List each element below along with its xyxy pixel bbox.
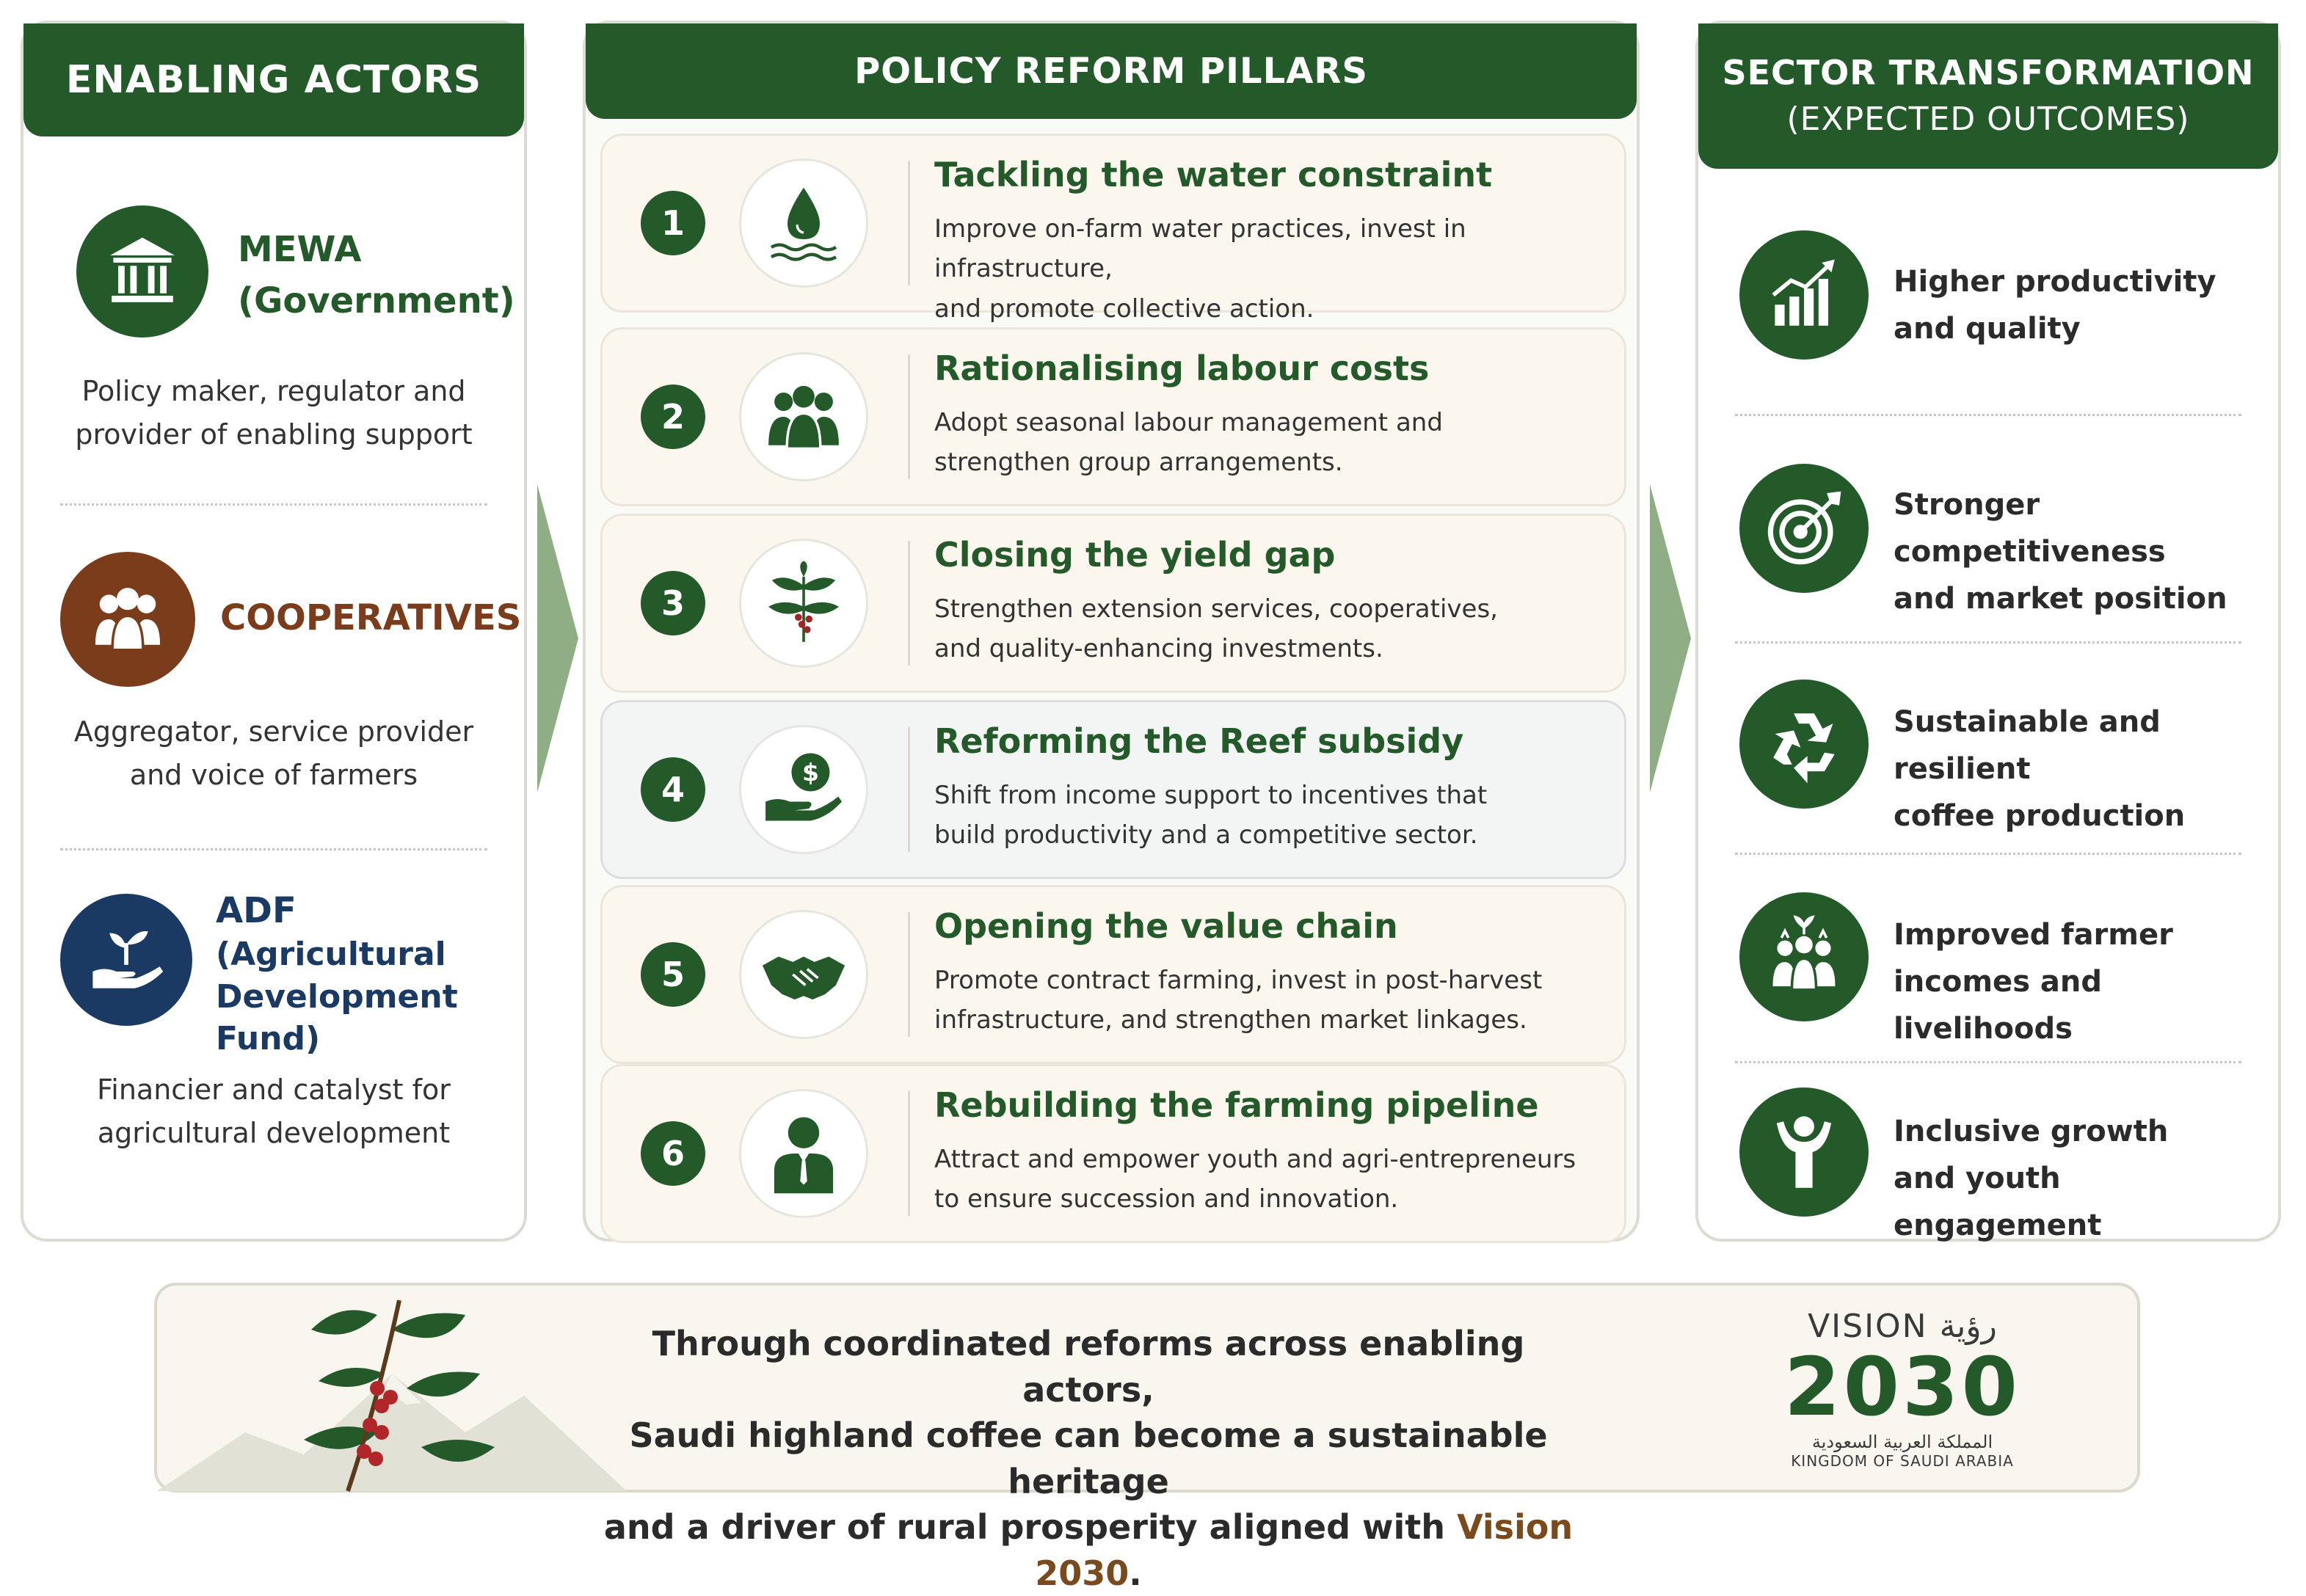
pillar-desc-line: Improve on-farm water practices, invest in infrastructure, — [934, 214, 1466, 284]
outcome-text — [1894, 481, 2278, 622]
outcome-line: Higher productivity — [1894, 265, 2216, 299]
pillar-desc — [934, 1140, 1595, 1220]
outcome-line: and quality — [1894, 312, 2081, 346]
pillar-separator — [908, 727, 910, 852]
actor-name-line: (Government) — [238, 280, 515, 321]
pillar-desc-line: Strengthen extension services, cooperatives, — [934, 594, 1498, 624]
enabling-actors-panel — [21, 21, 527, 1242]
vision-word-en: VISION — [1808, 1308, 1928, 1345]
pillar-desc-line: Attract and empower youth and agri-entrepreneurs — [934, 1145, 1576, 1174]
banner-line: Through coordinated reforms across enabling actors, — [652, 1324, 1525, 1410]
actor-divider — [60, 848, 487, 850]
pillar-desc-line: build productivity and a competitive sector. — [934, 820, 1478, 850]
actor-name-cooperatives: COOPERATIVES — [220, 597, 522, 638]
banner-text — [597, 1321, 1579, 1596]
sector-transformation-header — [1698, 23, 2278, 169]
pillar-3 — [600, 514, 1626, 693]
kingdom-name-ar: المملكة العربية السعودية — [1811, 1431, 1993, 1452]
pillar-number: 4 — [641, 757, 705, 822]
flow-arrow-left — [531, 477, 583, 800]
hand-dollar-icon — [739, 725, 868, 854]
svg-text:$: $ — [801, 758, 819, 787]
outcome-divider — [1735, 853, 2241, 855]
pillar-title: Opening the value chain — [934, 906, 1398, 946]
vision-year: 2030 — [1783, 1340, 2021, 1434]
pillar-1 — [600, 134, 1626, 324]
actor-desc-line: agricultural development — [97, 1116, 451, 1149]
actor-name-line: Development Fund) — [216, 977, 458, 1057]
pillar-title: Closing the yield gap — [934, 535, 1336, 575]
pillar-number: 2 — [641, 385, 705, 449]
actor-name-line: ADF — [216, 890, 297, 931]
pillar-desc-line: and quality-enhancing investments. — [934, 634, 1383, 664]
outcome-text — [1894, 1108, 2278, 1249]
government-building-icon — [76, 205, 208, 338]
actor-desc-mewa — [46, 370, 502, 456]
outcome-text — [1894, 258, 2216, 352]
actor-adf — [23, 882, 524, 1234]
pillar-desc-line: strengthen group arrangements. — [934, 448, 1343, 478]
pillar-title: Reforming the Reef subsidy — [934, 721, 1464, 761]
pillar-separator — [908, 1091, 910, 1216]
businessperson-icon — [739, 1089, 868, 1218]
sector-header-subline: (EXPECTED OUTCOMES) — [1786, 101, 2190, 139]
pillar-separator — [908, 161, 910, 285]
vision-2030-highlight: Vision 2030 — [1035, 1507, 1574, 1593]
enabling-actors-header: ENABLING ACTORS — [23, 23, 524, 136]
pillar-desc — [934, 403, 1595, 483]
coffee-plant-icon — [739, 539, 868, 668]
pillar-number: 3 — [641, 571, 705, 635]
outcome-line: and market position — [1894, 582, 2227, 616]
outcome-text — [1894, 911, 2278, 1052]
policy-pillars-panel — [583, 21, 1640, 1242]
sector-transformation-panel — [1695, 21, 2281, 1242]
pillar-separator — [908, 912, 910, 1037]
outcome-line: incomes and livelihoods — [1894, 965, 2103, 1046]
actor-desc-line: provider of enabling support — [75, 418, 473, 451]
actor-mewa — [23, 185, 524, 515]
vision-2030-logo — [1778, 1308, 2027, 1476]
banner-line-prefix: and a driver of rural prosperity aligned with — [603, 1507, 1458, 1548]
pillar-6 — [600, 1064, 1626, 1243]
pillar-desc — [934, 209, 1595, 329]
group-icon — [60, 552, 195, 687]
vision-word-ar: رؤية — [1939, 1308, 1997, 1345]
pillar-title: Rebuilding the farming pipeline — [934, 1085, 1539, 1125]
people-group-icon — [739, 352, 868, 481]
actor-desc-adf — [46, 1068, 502, 1155]
outcome-line: coffee production — [1894, 799, 2186, 833]
pillar-desc-line: to ensure succession and innovation. — [934, 1184, 1399, 1214]
banner-line: Saudi highland coffee can become a sustainable heritage — [629, 1415, 1548, 1501]
actor-desc-cooperatives — [46, 710, 502, 797]
farmers-group-icon — [1739, 892, 1869, 1021]
outcome-line: Improved farmer — [1894, 918, 2173, 952]
pillar-desc-line: Shift from income support to incentives that — [934, 781, 1488, 810]
actor-divider — [60, 503, 487, 506]
pillar-desc — [934, 589, 1595, 669]
summary-banner — [154, 1283, 2140, 1593]
outcome-line: Inclusive growth — [1894, 1115, 2169, 1148]
pillar-4 — [600, 700, 1626, 879]
pillar-desc-line: Promote contract farming, invest in post-harvest — [934, 966, 1543, 995]
growth-chart-icon — [1739, 230, 1869, 360]
pillar-desc — [934, 776, 1595, 856]
actor-cooperatives — [23, 537, 524, 860]
actor-desc-line: Aggregator, service provider — [73, 715, 474, 748]
outcome-line: and youth engagement — [1894, 1162, 2102, 1242]
pillar-desc-line: infrastructure, and strengthen market linkages. — [934, 1005, 1527, 1035]
pillar-desc-line: Adopt seasonal labour management and — [934, 408, 1443, 437]
pillar-separator — [908, 354, 910, 479]
pillar-desc-line: and promote collective action. — [934, 294, 1314, 324]
outcome-line: Stronger competitiveness — [1894, 488, 2166, 569]
actor-desc-line: Policy maker, regulator and — [81, 375, 466, 407]
flow-arrow-right — [1644, 477, 1695, 800]
pillar-number: 1 — [641, 191, 705, 255]
kingdom-name-en: KINGDOM OF SAUDI ARABIA — [1791, 1451, 2014, 1470]
pillar-title: Rationalising labour costs — [934, 349, 1430, 388]
sector-header-line: SECTOR TRANSFORMATION — [1722, 53, 2255, 93]
actor-desc-line: and voice of farmers — [129, 758, 418, 791]
actor-name-mewa — [238, 225, 515, 327]
pillar-desc — [934, 961, 1595, 1041]
actor-name-line: MEWA — [238, 229, 362, 270]
water-drop-icon — [739, 158, 868, 288]
recycle-icon — [1739, 679, 1869, 809]
handshake-icon — [739, 910, 868, 1039]
pillar-5 — [600, 885, 1626, 1064]
banner-line — [597, 1504, 1579, 1596]
outcome-divider — [1735, 641, 2241, 644]
target-icon — [1739, 464, 1869, 593]
actor-name-line: (Agricultural — [216, 936, 446, 974]
pillar-title: Tackling the water constraint — [934, 155, 1493, 194]
outcome-line: Sustainable and resilient — [1894, 705, 2161, 786]
outcome-divider — [1735, 414, 2241, 416]
pillar-separator — [908, 541, 910, 666]
hand-plant-icon — [60, 894, 192, 1026]
pillar-2 — [600, 327, 1626, 506]
pillar-number: 5 — [641, 942, 705, 1007]
pillar-number: 6 — [641, 1121, 705, 1186]
actor-desc-line: Financier and catalyst for — [97, 1074, 451, 1106]
outcome-text — [1894, 699, 2278, 839]
actor-name-adf — [216, 888, 524, 1060]
policy-pillars-header: POLICY REFORM PILLARS — [586, 23, 1637, 119]
outcome-divider — [1735, 1061, 2241, 1063]
person-cheering-icon — [1739, 1087, 1869, 1217]
banner-line-suffix: . — [1129, 1553, 1142, 1593]
